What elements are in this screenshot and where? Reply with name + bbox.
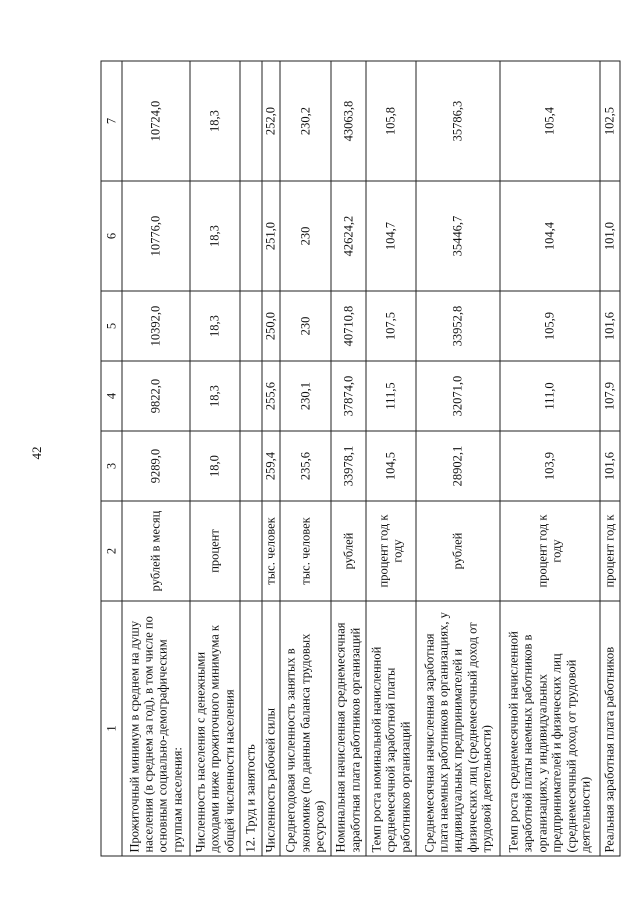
column-number: 1	[101, 601, 122, 856]
row-value: 35446,7	[416, 181, 499, 291]
row-value: 35786,3	[416, 61, 499, 181]
row-unit: процент год к	[599, 501, 619, 601]
row-unit: процент	[189, 501, 240, 601]
row-value: 105,8	[365, 61, 416, 181]
row-value: 104,5	[365, 431, 416, 501]
table-row	[499, 61, 599, 856]
row-value: 10724,0	[122, 61, 189, 181]
table-row	[261, 61, 279, 856]
row-value: 33952,8	[416, 291, 499, 361]
table-row	[416, 61, 499, 856]
row-value: 10776,0	[122, 181, 189, 291]
row-value: 230	[280, 181, 331, 291]
row-label: Численность населения с денежными доходами ниже прожиточного минимума к общей численности населения	[189, 601, 240, 856]
table-row	[330, 61, 365, 856]
row-value: 28902,1	[416, 431, 499, 501]
row-value: 251,0	[261, 181, 279, 291]
row-value: 259,4	[261, 431, 279, 501]
empty-cell	[240, 61, 261, 181]
row-value: 250,0	[261, 291, 279, 361]
rotated-table-frame	[100, 61, 620, 856]
row-value: 32071,0	[416, 361, 499, 431]
column-number: 6	[101, 181, 122, 291]
table-container	[100, 61, 620, 856]
row-unit: процент год к году	[499, 501, 599, 601]
row-label: Среднегодовая численность занятых в экономике (по данным баланса трудовых ресурсов)	[280, 601, 331, 856]
row-value: 101,0	[599, 181, 619, 291]
column-number: 2	[101, 501, 122, 601]
row-value: 9289,0	[122, 431, 189, 501]
row-unit: рублей	[330, 501, 365, 601]
empty-cell	[240, 501, 261, 601]
row-value: 105,9	[499, 291, 599, 361]
row-value: 107,5	[365, 291, 416, 361]
row-value: 40710,8	[330, 291, 365, 361]
row-value: 103,9	[499, 431, 599, 501]
empty-cell	[240, 431, 261, 501]
column-number: 5	[101, 291, 122, 361]
table-row	[365, 61, 416, 856]
row-value: 101,6	[599, 431, 619, 501]
row-value: 252,0	[261, 61, 279, 181]
column-number: 3	[101, 431, 122, 501]
table-row	[189, 61, 240, 856]
row-value: 235,6	[280, 431, 331, 501]
row-label: Номинальная начисленная среднемесячная заработная плата работников организаций	[330, 601, 365, 856]
row-value: 43063,8	[330, 61, 365, 181]
row-value: 18,3	[189, 291, 240, 361]
row-value: 37874,0	[330, 361, 365, 431]
row-unit: рублей в месяц	[122, 501, 189, 601]
row-unit: тыс. человек	[261, 501, 279, 601]
row-value: 18,3	[189, 181, 240, 291]
row-value: 18,0	[189, 431, 240, 501]
section-row	[240, 61, 261, 856]
row-value: 42624,2	[330, 181, 365, 291]
empty-cell	[240, 361, 261, 431]
row-value: 18,3	[189, 61, 240, 181]
row-label: Реальная заработная плата работников	[599, 601, 619, 856]
table-row	[599, 61, 619, 856]
row-value: 18,3	[189, 361, 240, 431]
row-label: Среднемесячная начисленная заработная плата наемных работников в организациях, у индивидуальных предпринимателей и физических лиц (среднемесячный доход от трудовой деятельности)	[416, 601, 499, 856]
table-row	[122, 61, 189, 856]
row-value: 10392,0	[122, 291, 189, 361]
row-value: 230,1	[280, 361, 331, 431]
row-value: 104,7	[365, 181, 416, 291]
empty-cell	[240, 291, 261, 361]
row-value: 9822,0	[122, 361, 189, 431]
row-value: 111,5	[365, 361, 416, 431]
row-value: 105,4	[499, 61, 599, 181]
row-value: 230,2	[280, 61, 331, 181]
row-value: 102,5	[599, 61, 619, 181]
row-value: 104,4	[499, 181, 599, 291]
row-label: Темп роста номинальной начисленной среднемесячной заработной платы работников организаций	[365, 601, 416, 856]
data-table	[100, 60, 620, 856]
row-unit: рублей	[416, 501, 499, 601]
header-row	[101, 61, 122, 856]
column-number: 7	[101, 61, 122, 181]
row-value: 101,6	[599, 291, 619, 361]
row-value: 255,6	[261, 361, 279, 431]
row-unit: тыс. человек	[280, 501, 331, 601]
row-value: 230	[280, 291, 331, 361]
page-number: 42	[29, 446, 44, 460]
row-value: 33978,1	[330, 431, 365, 501]
row-unit: процент год к году	[365, 501, 416, 601]
row-value: 107,9	[599, 361, 619, 431]
section-title: 12. Труд и занятость	[240, 601, 261, 856]
row-label: Прожиточный минимум в среднем на душу населения (в среднем за год), в том числе по основным социально-демографическим группам населения:	[122, 601, 189, 856]
row-label: Численность рабочей силы	[261, 601, 279, 856]
empty-cell	[240, 181, 261, 291]
column-number: 4	[101, 361, 122, 431]
row-value: 111,0	[499, 361, 599, 431]
table-row	[280, 61, 331, 856]
row-label: Темп роста среднемесячной начисленной заработной платы наемных работников в организациях, у индивидуальных предпринимателей и физических лиц (среднемесячный доход от трудовой деятельности)	[499, 601, 599, 856]
